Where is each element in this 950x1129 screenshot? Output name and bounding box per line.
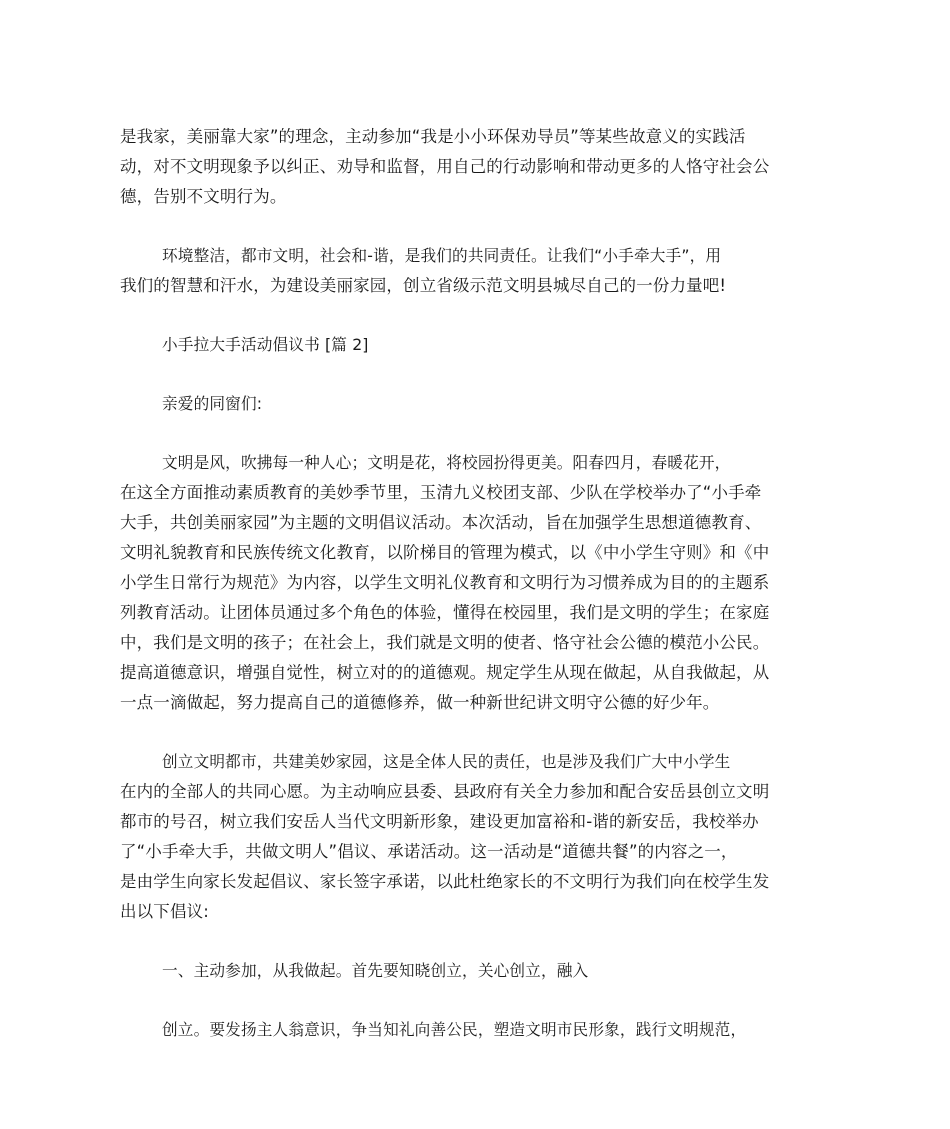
text-line: 一点一滴做起，努力提高自己的道德修养，做一种新世纪讲文明守公德的好少年。 (120, 693, 720, 712)
text-line: 创立。要发扬主人翁意识，争当知礼向善公民，塑造文明市民形象，践行文明规范， (162, 1020, 747, 1039)
text-line: 中，我们是文明的孩子；在社会上，我们就是文明的使者、恪守社会公德的模范小公民。 (120, 633, 770, 652)
section-title: 小手拉大手活动倡议书 [篇 2] (162, 335, 369, 354)
text-line: 出以下倡议: (120, 902, 209, 921)
text-line: 都市的号召，树立我们安岳人当代文明新形象，建设更加富裕和-谐的新安岳，我校举办 (120, 812, 759, 831)
text-line: 了“小手牵大手，共做文明人”倡议、承诺活动。这一活动是“道德共餐”的内容之一， (120, 842, 738, 861)
text-line: 文明是风，吹拂每一种人心；文明是花，将校园扮得更美。阳春四月，春暖花开， (162, 453, 731, 472)
text-line: 动，对不文明现象予以纠正、劝导和监督，用自己的行动影响和带动更多的人恪守社会公 (120, 157, 770, 176)
text-line: 是由学生向家长发起倡议、家长签字承诺，以此杜绝家长的不文明行为我们向在校学生发 (120, 872, 770, 891)
text-line: 小学生日常行为规范》为内容，以学生文明礼仪教育和文明行为习惯养成为目的的主题系 (120, 573, 770, 592)
text-line: 在内的全部人的共同心愿。为主动响应县委、县政府有关全力参加和配合安岳县创立文明 (120, 782, 770, 801)
text-line: 创立文明都市，共建美妙家园，这是全体人民的责任，也是涉及我们广大中小学生 (162, 752, 731, 771)
text-line: 列教育活动。让团体员通过多个角色的体验，懂得在校园里，我们是文明的学生；在家庭 (120, 603, 770, 622)
list-item-heading: 一、主动参加，从我做起。首先要知晓创立，关心创立，融入 (162, 961, 589, 980)
salutation: 亲爱的同窗们: (162, 394, 263, 413)
text-line: 大手，共创美丽家园”为主题的文明倡议活动。本次活动，旨在加强学生思想道德教育、 (120, 513, 762, 532)
text-line: 我们的智慧和汗水，为建设美丽家园，创立省级示范文明县城尽自己的一份力量吧! (120, 276, 727, 295)
text-line: 是我家，美丽靠大家”的理念，主动参加“我是小小环保劝导员”等某些故意义的实践活 (120, 127, 746, 146)
text-line: 在这全方面推动素质教育的美妙季节里，玉清九义校团支部、少队在学校举办了“小手牵 (120, 483, 762, 502)
text-line: 文明礼貌教育和民族传统文化教育，以阶梯目的管理为模式，以《中小学生守则》和《中 (120, 543, 770, 562)
text-line: 环境整洁，都市文明，社会和-谐，是我们的共同责任。让我们“小手牵大手”，用 (162, 246, 722, 265)
text-line: 提高道德意识，增强自觉性，树立对的的道德观。规定学生从现在做起，从自我做起，从 (120, 663, 770, 682)
text-line: 德，告别不文明行为。 (120, 187, 287, 206)
